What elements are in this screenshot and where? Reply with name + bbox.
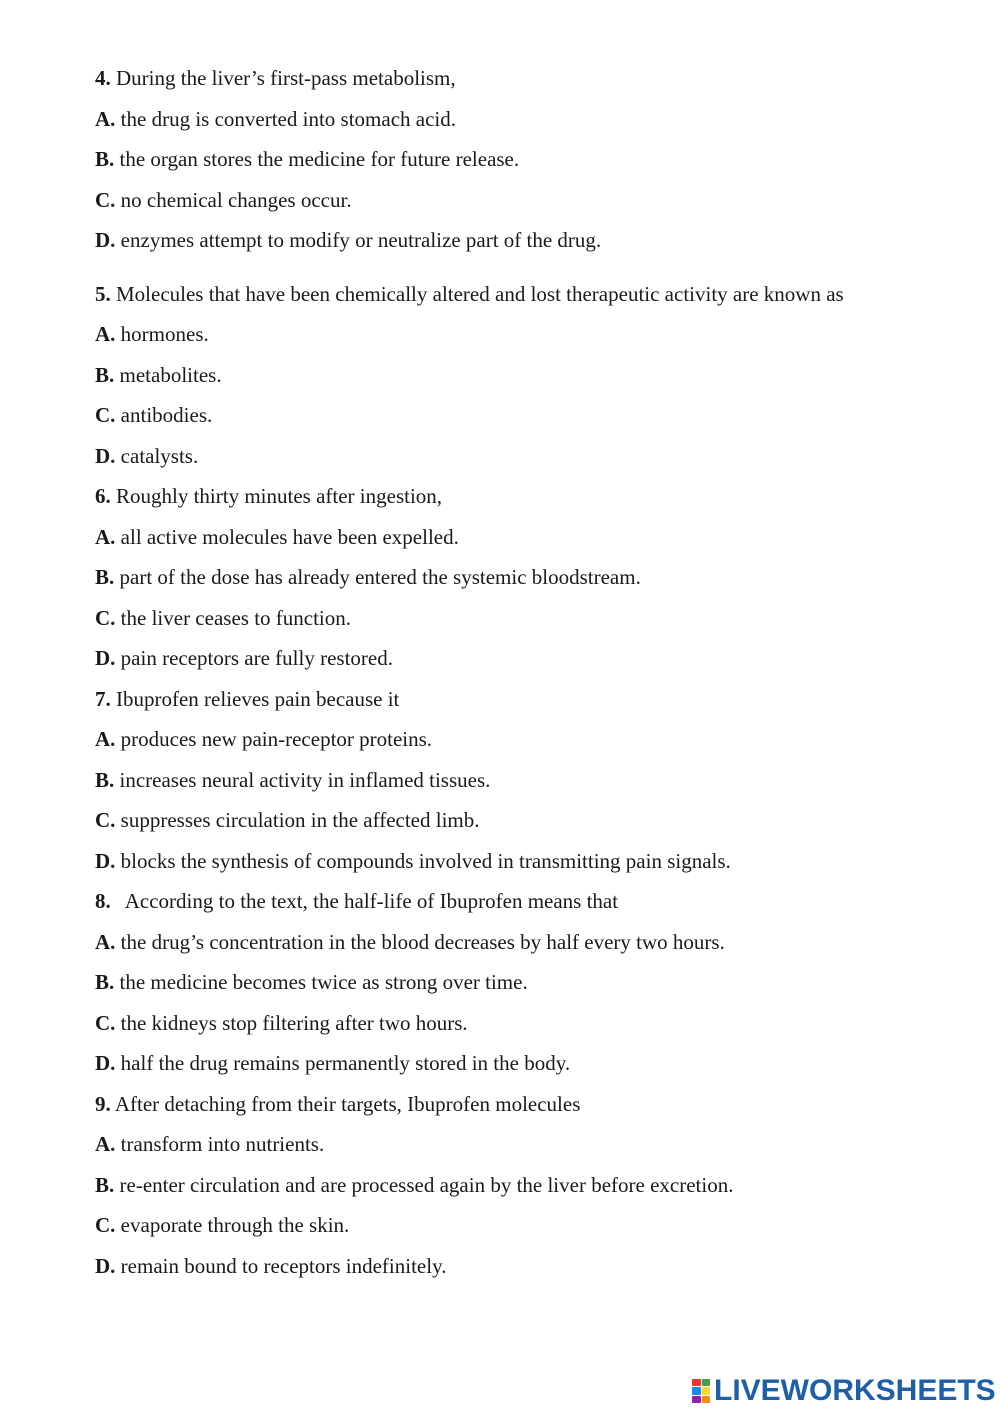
option-text: the drug is converted into stomach acid. bbox=[115, 106, 456, 131]
option-b[interactable] bbox=[95, 1165, 975, 1206]
option-d[interactable] bbox=[95, 1043, 975, 1084]
option-text: pain receptors are fully restored. bbox=[115, 646, 393, 670]
option-a[interactable] bbox=[95, 517, 975, 558]
liveworksheets-logo[interactable] bbox=[692, 1374, 996, 1408]
option-text: metabolites. bbox=[114, 362, 222, 387]
question-text: Ibuprofen relieves pain because it bbox=[110, 686, 400, 711]
option-text: the organ stores the medicine for future release. bbox=[114, 147, 520, 171]
option-text: half the drug remains permanently stored in the body. bbox=[115, 1051, 571, 1075]
option-b[interactable] bbox=[95, 557, 975, 598]
question-text: According to the text, the half-life of Ibuprofen means that bbox=[124, 889, 619, 913]
option-d[interactable] bbox=[95, 841, 975, 882]
option-letter: A. bbox=[95, 727, 116, 751]
option-letter: B. bbox=[95, 970, 115, 994]
option-letter: C. bbox=[95, 1213, 116, 1237]
logo-square bbox=[692, 1396, 701, 1403]
option-a[interactable] bbox=[95, 719, 975, 760]
option-text: remain bound to receptors indefinitely. bbox=[115, 1253, 447, 1278]
option-b[interactable] bbox=[95, 760, 975, 801]
logo-text: LIVEWORKSHEETS bbox=[714, 1374, 996, 1407]
option-letter: C. bbox=[95, 403, 116, 427]
option-letter: D. bbox=[95, 646, 116, 670]
question-stem bbox=[95, 881, 975, 922]
option-letter: D. bbox=[95, 1253, 116, 1278]
option-letter: B. bbox=[95, 565, 115, 589]
option-a[interactable] bbox=[95, 1124, 975, 1165]
worksheet-page bbox=[95, 58, 975, 1286]
question-number: 5. bbox=[95, 281, 111, 306]
option-letter: D. bbox=[95, 848, 116, 873]
option-letter: C. bbox=[95, 605, 116, 630]
option-d[interactable] bbox=[95, 1246, 975, 1287]
option-d[interactable] bbox=[95, 220, 975, 261]
option-text: the kidneys stop filtering after two hours. bbox=[115, 1010, 468, 1035]
option-text: all active molecules have been expelled. bbox=[115, 524, 459, 549]
option-a[interactable] bbox=[95, 314, 975, 355]
option-d[interactable] bbox=[95, 638, 975, 679]
question-stem bbox=[95, 1084, 975, 1125]
question-text: After detaching from their targets, Ibuprofen molecules bbox=[110, 1091, 581, 1116]
option-letter: D. bbox=[95, 1051, 116, 1075]
option-text: catalysts. bbox=[115, 443, 199, 468]
option-letter: A. bbox=[95, 322, 116, 346]
option-text: the liver ceases to function. bbox=[115, 605, 352, 630]
logo-square bbox=[692, 1379, 701, 1386]
question-4 bbox=[95, 58, 975, 261]
option-a[interactable] bbox=[95, 99, 975, 140]
question-7 bbox=[95, 679, 975, 882]
option-d[interactable] bbox=[95, 436, 975, 477]
question-number: 8. bbox=[95, 889, 111, 913]
option-letter: A. bbox=[95, 106, 116, 131]
option-letter: B. bbox=[95, 1172, 115, 1197]
option-text: the drug’s concentration in the blood decreases by half every two hours. bbox=[115, 929, 725, 954]
option-letter: C. bbox=[95, 808, 116, 832]
option-letter: A. bbox=[95, 929, 116, 954]
question-text: Roughly thirty minutes after ingestion, bbox=[110, 484, 443, 508]
option-text: enzymes attempt to modify or neutralize part of the drug. bbox=[115, 228, 602, 252]
question-number: 6. bbox=[95, 484, 111, 508]
option-letter: A. bbox=[95, 524, 116, 549]
option-b[interactable] bbox=[95, 139, 975, 180]
option-letter: B. bbox=[95, 362, 115, 387]
option-text: re-enter circulation and are processed again by the liver before excretion. bbox=[114, 1172, 734, 1197]
option-a[interactable] bbox=[95, 922, 975, 963]
logo-square bbox=[702, 1379, 711, 1386]
option-text: hormones. bbox=[115, 322, 209, 346]
option-text: increases neural activity in inflamed tissues. bbox=[114, 767, 491, 792]
option-text: no chemical changes occur. bbox=[115, 187, 352, 212]
option-letter: A. bbox=[95, 1132, 116, 1156]
question-8 bbox=[95, 881, 975, 1084]
option-text: produces new pain-receptor proteins. bbox=[115, 727, 433, 751]
option-c[interactable] bbox=[95, 1205, 975, 1246]
question-number: 7. bbox=[95, 686, 111, 711]
question-9 bbox=[95, 1084, 975, 1287]
question-stem bbox=[95, 58, 975, 99]
logo-square bbox=[702, 1387, 711, 1394]
option-text: the medicine becomes twice as strong over time. bbox=[114, 970, 528, 994]
option-text: part of the dose has already entered the systemic bloodstream. bbox=[114, 565, 641, 589]
option-b[interactable] bbox=[95, 355, 975, 396]
question-stem bbox=[95, 476, 975, 517]
option-b[interactable] bbox=[95, 962, 975, 1003]
option-c[interactable] bbox=[95, 598, 975, 639]
question-text: Molecules that have been chemically altered and lost therapeutic activity are known as bbox=[110, 281, 844, 306]
option-text: blocks the synthesis of compounds involved in transmitting pain signals. bbox=[115, 848, 731, 873]
option-c[interactable] bbox=[95, 395, 975, 436]
question-text: During the liver’s first-pass metabolism, bbox=[110, 66, 456, 90]
option-letter: B. bbox=[95, 767, 115, 792]
option-letter: D. bbox=[95, 228, 116, 252]
question-6 bbox=[95, 476, 975, 679]
question-number: 4. bbox=[95, 66, 111, 90]
option-letter: D. bbox=[95, 443, 116, 468]
logo-square bbox=[692, 1387, 701, 1394]
option-letter: C. bbox=[95, 1010, 116, 1035]
option-text: antibodies. bbox=[115, 403, 213, 427]
option-text: suppresses circulation in the affected limb. bbox=[115, 808, 480, 832]
option-c[interactable] bbox=[95, 180, 975, 221]
option-text: evaporate through the skin. bbox=[115, 1213, 350, 1237]
option-letter: B. bbox=[95, 147, 115, 171]
liveworksheets-logo-icon bbox=[692, 1379, 710, 1403]
question-number: 9. bbox=[95, 1091, 111, 1116]
option-letter: C. bbox=[95, 187, 116, 212]
question-5 bbox=[95, 274, 975, 477]
question-stem bbox=[95, 679, 975, 720]
option-c[interactable] bbox=[95, 800, 975, 841]
question-stem bbox=[95, 274, 975, 315]
logo-square bbox=[702, 1396, 711, 1403]
option-text: transform into nutrients. bbox=[115, 1132, 325, 1156]
option-c[interactable] bbox=[95, 1003, 975, 1044]
